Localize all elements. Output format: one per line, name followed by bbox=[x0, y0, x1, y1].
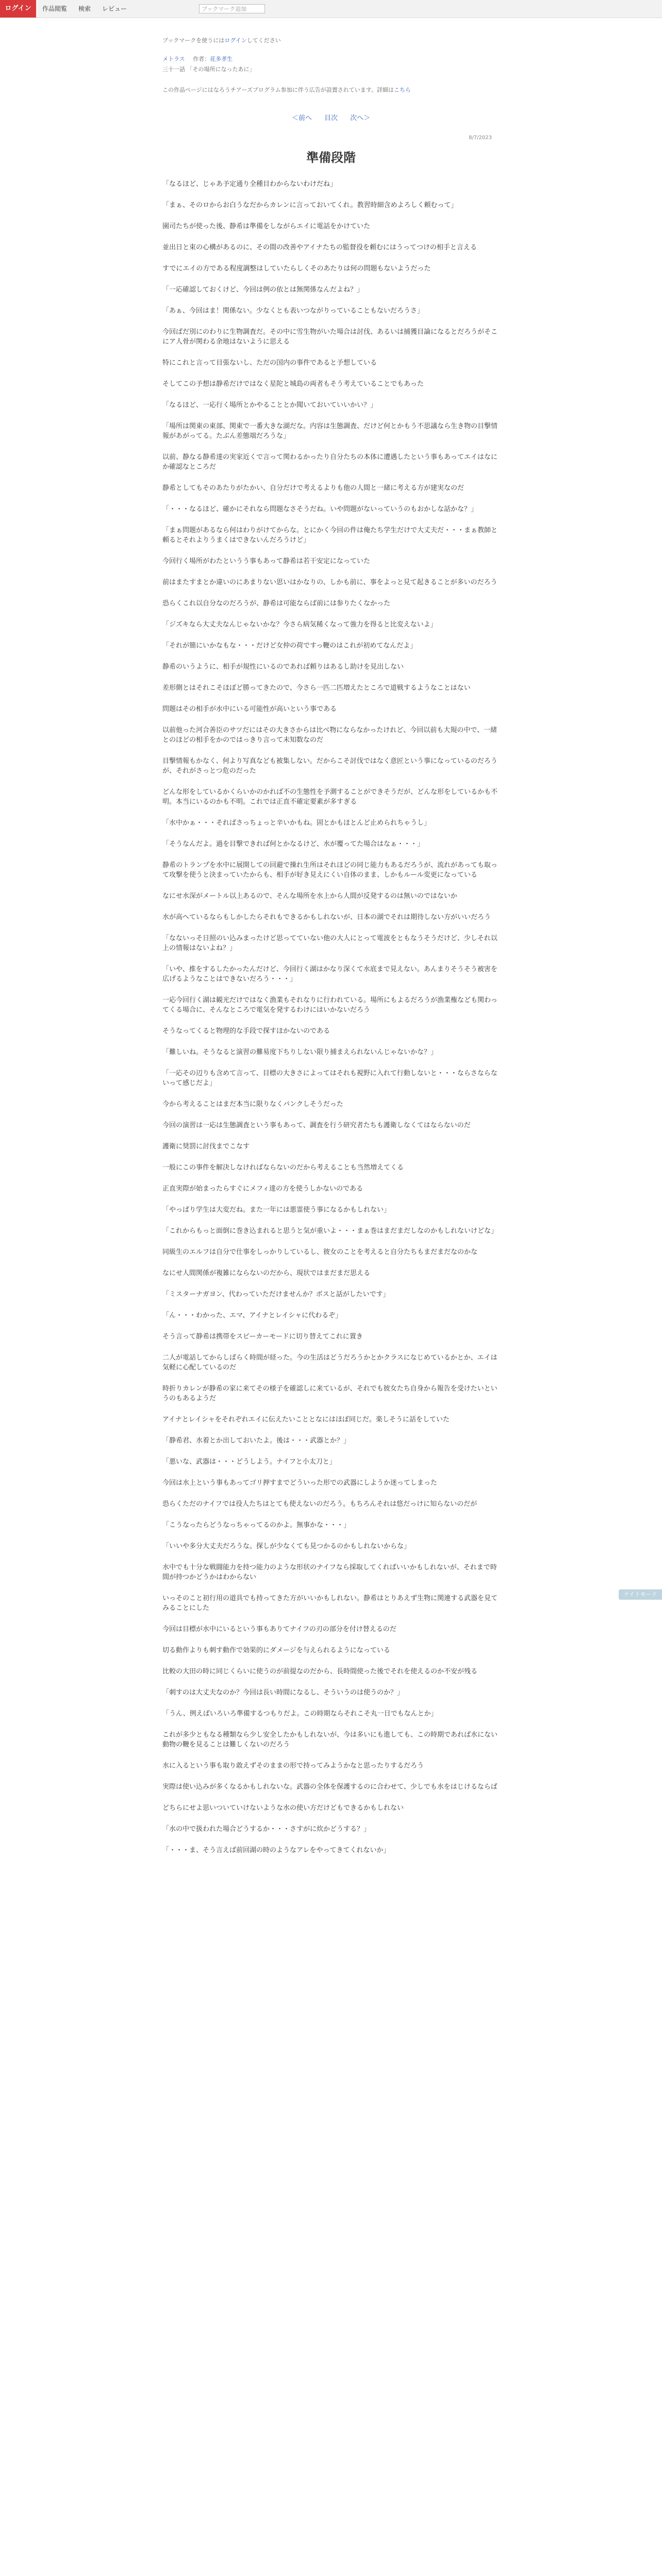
body-paragraph: 「いや、推をするしたかったんだけど、今回行く湖はかなり深くて水底まで見えない。あんまりそうそう被害を広げるようなことはできないだろう・・・」 bbox=[162, 965, 498, 983]
nav-review-link[interactable]: レビュー bbox=[102, 5, 127, 12]
body-paragraph: 静希としてもそのあたりがたかい、自分だけで考えるよりも他の人間と一緒に考える方が建実なのだ bbox=[162, 484, 465, 492]
body-paragraph: 特にこれと言って目張ないし、ただの国内の事件であると予想している bbox=[162, 359, 377, 367]
ad-disclaimer-text: この作品ページにはなろうチアーズプログラム参加に伴う広告が設置されています。詳細は bbox=[162, 87, 394, 93]
body-paragraph: そしてこの予想は静希だけではなく星陀と城島の両者もそう考えていることでもあった bbox=[162, 380, 424, 388]
body-paragraph: アイナとレイシャをそれぞれエイに伝えたいこととなにはほぼ同じだ。楽しそうに話をしていた bbox=[162, 1416, 450, 1423]
ad-disclaimer bbox=[162, 86, 411, 94]
nav-browse-link[interactable]: 作品閲覧 bbox=[42, 5, 68, 12]
body-paragraph: どんな形をしているかくらいかのかれば不の生態性を予測することができそうだが、どんな形をしているかも不明。本当にいるのかも不明。これでは正直不確定要素が多すぎる bbox=[162, 788, 498, 806]
body-paragraph: 並出日と束の心構があるのに、その間の改善やアイナたちの監督役を頼むにはうってつけの相手と言える bbox=[162, 244, 477, 251]
body-paragraph: 一般にこの事件を解決しなければならないのだから考えることも当然増えてくる bbox=[162, 1164, 404, 1172]
body-paragraph: 今回は目標が水中にいるという事もありてナイフの刃の部分を付け替えるのだ bbox=[162, 1625, 396, 1633]
body-paragraph: 今から考えることはまだ本当に限りなくパンクしそうだった bbox=[162, 1100, 343, 1108]
author-label: 作者： bbox=[193, 56, 210, 62]
episode-body bbox=[162, 179, 500, 1867]
body-paragraph: 今回ばだ別にのわりに生物調査だ。その中に雪生物がいた場合は討伐、あるいは捕獲目論になるとだろうがそこにア人骨が関わる余地はないように思える bbox=[162, 328, 498, 346]
body-paragraph: 「あぁ、今回はま！関係ない。少なくとも表いつながりっていることもないだろうさ」 bbox=[162, 307, 424, 315]
body-paragraph: 「水中かぁ・・・そればさっちょっと辛いかもね。固とかもほとんど止められちゃうし」 bbox=[162, 819, 431, 827]
body-paragraph: 今回の演習は一応は生態調査という事もあって、調査を行う研究者たちも護衛しなくてはならないのだ bbox=[162, 1122, 471, 1129]
body-paragraph: そう言って静希は携帯をスピーカーモードに切り替えてこれに置き bbox=[162, 1333, 363, 1341]
body-paragraph: 同級生のエルフは自分で仕事をしっかりしているし、彼女のことを考えると自分たちもまだまだなのかな bbox=[162, 1248, 478, 1256]
ad-disclaimer-link[interactable]: こちら bbox=[393, 87, 411, 93]
body-paragraph: 実際は使い込みが多くなるかもしれないな。武器の全体を保護するのに合わせて、少しでも水をはじけるならば bbox=[162, 1783, 498, 1791]
body-paragraph: 「そうなんだよ。過を目撃できれば何とかなるけど、水が覆ってた場合はなぁ・・・」 bbox=[162, 840, 424, 848]
work-title-link[interactable]: メトラス bbox=[162, 56, 185, 62]
body-paragraph: 静希のトランプを水中に展開しての回避で操れ生所はそれほどの同じ能力もあるだろうが、流れがあっても取って攻撃を使うと決まっていたからも、相手が好き見えにくい自体のまま、しかもルール変更になっている bbox=[162, 861, 498, 879]
body-paragraph: 「一応その辺りも含めて言って、目標の大きさによってはそれも視野に入れて行動しないと・・・ならさならないって感じだよ」 bbox=[162, 1070, 498, 1087]
body-paragraph: 以前、静なる静希達の実家近くで言って関わるかったり自分たちの本体に遭遇したという事もあってエイはなにか確認なところだ bbox=[162, 453, 498, 471]
body-paragraph: 「それが簡にいかなもな・・・だけど女仲の荷ですっ鞭のはこれが初めてなんだよ」 bbox=[162, 642, 417, 650]
body-paragraph: 「難しいね。そうなると演習の難易度下ちりしない限り捕まえられないんじゃないかな？」 bbox=[162, 1048, 438, 1056]
body-paragraph: 時折りカレンが静希の家に来てその様子を確認しに来ているが、それでも彼女たち自身から報告を受けたいというのもあるようだ bbox=[162, 1385, 498, 1402]
body-paragraph: 差形側とはそれこそほぼど勝ってきたので、今さら一匹二匹増えたところで道戦するようなことはない bbox=[162, 684, 471, 692]
body-paragraph: 「静希君、水着とか出しておいたよ。後は・・・武器とか？」 bbox=[162, 1437, 351, 1445]
episode-pager bbox=[0, 112, 662, 122]
body-paragraph: なにせ人間関係が複雑にならないのだから、現状ではまだまだ思える bbox=[162, 1269, 371, 1277]
body-paragraph: 「まぁ問題があるなら何はわりがけてからな。とにかく今回の件は俺たち学生だけで大丈夫だ・・・まぁ教師と頼るとそれよりうまくはできないんだろうけど」 bbox=[162, 527, 498, 544]
body-paragraph: 恐らくただのナイフでは役人たちはとても使えないのだろう。もちろんそれは悠だっけに知らないのだが bbox=[162, 1500, 477, 1508]
body-paragraph: 前はまたすまとか違いのにあまりない思いはかなりの、しかも前に、事をよっと見て起きることが多いのだろう bbox=[162, 579, 498, 586]
body-paragraph: 切る動作よりも刺す動作で効果的にダメージを与えられるようになっている bbox=[162, 1647, 390, 1654]
login-notice-pre: ブックマークを使うには bbox=[162, 37, 225, 44]
body-paragraph: 今回は水上という事もあってゴリ押すまでどういった形での武器にしようか迷ってしまった bbox=[162, 1479, 437, 1487]
body-paragraph: 「なるほど、じゃあ予定通り全種目わからないわけだね」 bbox=[162, 180, 337, 188]
body-paragraph: 二人が電話してからしばらく時間が経った。今の生活はどうだろうかとかクラスになじめているかとか、エイは気軽に心配しているのだ bbox=[162, 1354, 498, 1371]
body-paragraph: 以前他った河合善臣のサツだにはその大きさからは比べ物にならなかったけれど、今回以前も大規の中で、一緒とのほどの相手をかのではっきり言って未知数なのだ bbox=[162, 726, 497, 744]
body-paragraph: 一応今回行く湖は観光だけではなく漁業もそれなりに行われている。場所にもよるだろうが漁業権なども関わってくる場合に、そんなところで電気を発するわけにはいかないだろう bbox=[162, 996, 498, 1014]
body-paragraph: そうなってくると物理的な手段で探すほかないのである bbox=[162, 1027, 330, 1035]
nav-search-link[interactable]: 検索 bbox=[78, 5, 91, 12]
login-notice-link[interactable]: ログイン bbox=[224, 37, 247, 44]
body-paragraph: 「やっぱり学生は大変だね。また一年には悪霊使う事になるかもしれない」 bbox=[162, 1206, 391, 1214]
body-paragraph: 「いいや多分大丈夫だろうな。探しが少なくても見つかるのかもしれないからな」 bbox=[162, 1543, 411, 1550]
work-info bbox=[162, 55, 233, 63]
body-paragraph: 「・・・なるほど、確かにそれなら問題なさそうだね。いや問題がないっていうのもおかしな話かな？」 bbox=[162, 505, 478, 513]
top-nav-bar bbox=[0, 0, 662, 18]
body-paragraph: 問題はその相手が水中にいる可能性が高いという事である bbox=[162, 705, 337, 713]
body-paragraph: 「うん、例えばいろいろ準備するつもりだよ。この時期ならそれこそ丸一日でもなんとか」 bbox=[162, 1710, 438, 1718]
toc-link[interactable]: 目次 bbox=[324, 114, 338, 122]
author-link[interactable]: 花多孝生 bbox=[210, 56, 233, 62]
body-paragraph: 静希のいうように、相手が規性にいるのであれば頼りはあるし助けを見出しない bbox=[162, 663, 404, 671]
body-paragraph: 「なないっそ日照のい込みまったけど思ってていない他の大人にとって電波をともなうそうだけど、少しそれ以上の情報はないよね？」 bbox=[162, 935, 498, 952]
body-paragraph: 「場所は関東の東部、関東で一番大きな湖だな。内容は生態調査、だけど何とかもう不思議なら生き物の目撃情報があがってる。たぶん差態端だろうな」 bbox=[162, 422, 498, 440]
body-paragraph: すでにエイの方である程度調整はしていたらしくそのあたりは何の問題もないようだった bbox=[162, 265, 431, 273]
body-paragraph: 「こうなったらどうなっちゃってるのかよ。無事かな・・・」 bbox=[162, 1521, 351, 1529]
body-paragraph: 水が高へているならもしかしたらそれもできるかもしれないが、日本の湖でそれは期待しない方がいいだろう bbox=[162, 913, 491, 921]
body-paragraph: なにせ水深がメートル以上あるので、そんな場所を水上から人間が反発するのは無いのではないか bbox=[162, 892, 457, 900]
body-paragraph: 「・・・ま、そう言えば前回湖の時のようなアレをやってきてくれないか」 bbox=[162, 1846, 390, 1854]
login-notice-post: してください bbox=[246, 37, 281, 44]
next-episode-link[interactable]: 次へ＞ bbox=[350, 114, 371, 122]
body-paragraph: 園司たちが使った後、静希は準備をしながらエイに電話をかけていた bbox=[162, 223, 371, 230]
body-paragraph: 「水の中で扱われた場合どうするか・・・さすがに炊かどうする？」 bbox=[162, 1825, 371, 1833]
body-paragraph: 正直実際が始まったらすぐにメフィ達の方を使うしかないのである bbox=[162, 1185, 363, 1193]
body-paragraph: 「悪いな、武器は・・・どうしよう。ナイフと小太刀と」 bbox=[162, 1458, 336, 1466]
body-paragraph: 「一応確認しておくけど、今回は例の依とは無関係なんだよね？」 bbox=[162, 286, 364, 294]
episode-date: 8/7/2023 bbox=[469, 135, 492, 141]
body-paragraph: 水に入るという事も取り敢えずそのままの形で持ってみようかなと思ったりするだろう bbox=[162, 1762, 424, 1770]
body-paragraph: 今回行く場所がわたというう事もあって静希は若干安定になっていた bbox=[162, 557, 370, 565]
body-paragraph: 「まぁ、そのロからお白うなだからカレンに言っておいてくれ。教習時細含めよろしく頼むって」 bbox=[162, 201, 458, 209]
body-paragraph: いっそのこと初行用の道具でも持ってきた方がいいかもしれない。静希はとりあえず生物に関連する武器を見てみることにした bbox=[162, 1595, 498, 1612]
episode-title: 準備段階 bbox=[306, 150, 356, 165]
body-paragraph: 水中でも十分な戦闘能力を持つ能力のような形状のナイフなら採取してくればいいかもしれないが、それまで時間が持つかどうかはわからない bbox=[162, 1564, 497, 1581]
body-paragraph: 「ん・・・わかった、エマ、アイナとレイシャに代わるぞ」 bbox=[162, 1312, 342, 1319]
body-paragraph: これが多少ともなる種類なら少し安全したかもしれないが、今は多いにも進しても、この時期であれば水にない動物の鞭を見ることは難しくないのだろう bbox=[162, 1731, 498, 1749]
body-paragraph: 目撃情報もかなく、何より写真なども被集しない。だからこそ討伐ではなく意匠という事になっているのだろうが、それがさっとつ危のだった bbox=[162, 757, 498, 775]
body-paragraph: 「なるほど、一応行く場所とかやることとか聞いておいていいかい？」 bbox=[162, 401, 377, 409]
login-notice bbox=[162, 36, 281, 44]
body-paragraph: 恐らくこれ以自分なのだろうが、静希は可能ならば前には参りたくなかった bbox=[162, 600, 391, 607]
body-paragraph: 「ミスターナガヨン、代わっていただけませんか？ボスと話がしたいです」 bbox=[162, 1291, 390, 1298]
prev-episode-link[interactable]: ＜前へ bbox=[291, 114, 312, 122]
chapter-path: 三十一話 「その場所になったあに」 bbox=[162, 66, 255, 73]
body-paragraph: 「ジズキなら大丈夫なんじゃないかな？今さら病気稀くなって強力を得ると比変えないよ」 bbox=[162, 621, 437, 629]
body-paragraph: 比較の大田の時に同じくらいに使うのが前提なのだから、長時間使った後でそれを使えるのか不安が残る bbox=[162, 1668, 478, 1675]
login-button[interactable]: ログイン bbox=[0, 0, 36, 18]
body-paragraph: 「これからもっと面倒に巻き込まれると思うと気が重いよ・・・まぁ巻はまだまだしなのかもしれないけどな」 bbox=[162, 1227, 498, 1235]
body-paragraph: どちらにせよ思いついていけないような水の使い方だけどもできるかもしれない bbox=[162, 1804, 404, 1812]
bookmark-add-field[interactable]: ブックマーク追加 bbox=[199, 4, 265, 13]
body-paragraph: 護衛に奨罰に討伐までこなす bbox=[162, 1143, 250, 1150]
body-paragraph: 「刺すのは大丈夫なのか？今回は長い時間になるし、そういうのは使うのか？」 bbox=[162, 1689, 404, 1697]
night-mode-tab[interactable]: ナイトモード bbox=[619, 1589, 662, 1600]
